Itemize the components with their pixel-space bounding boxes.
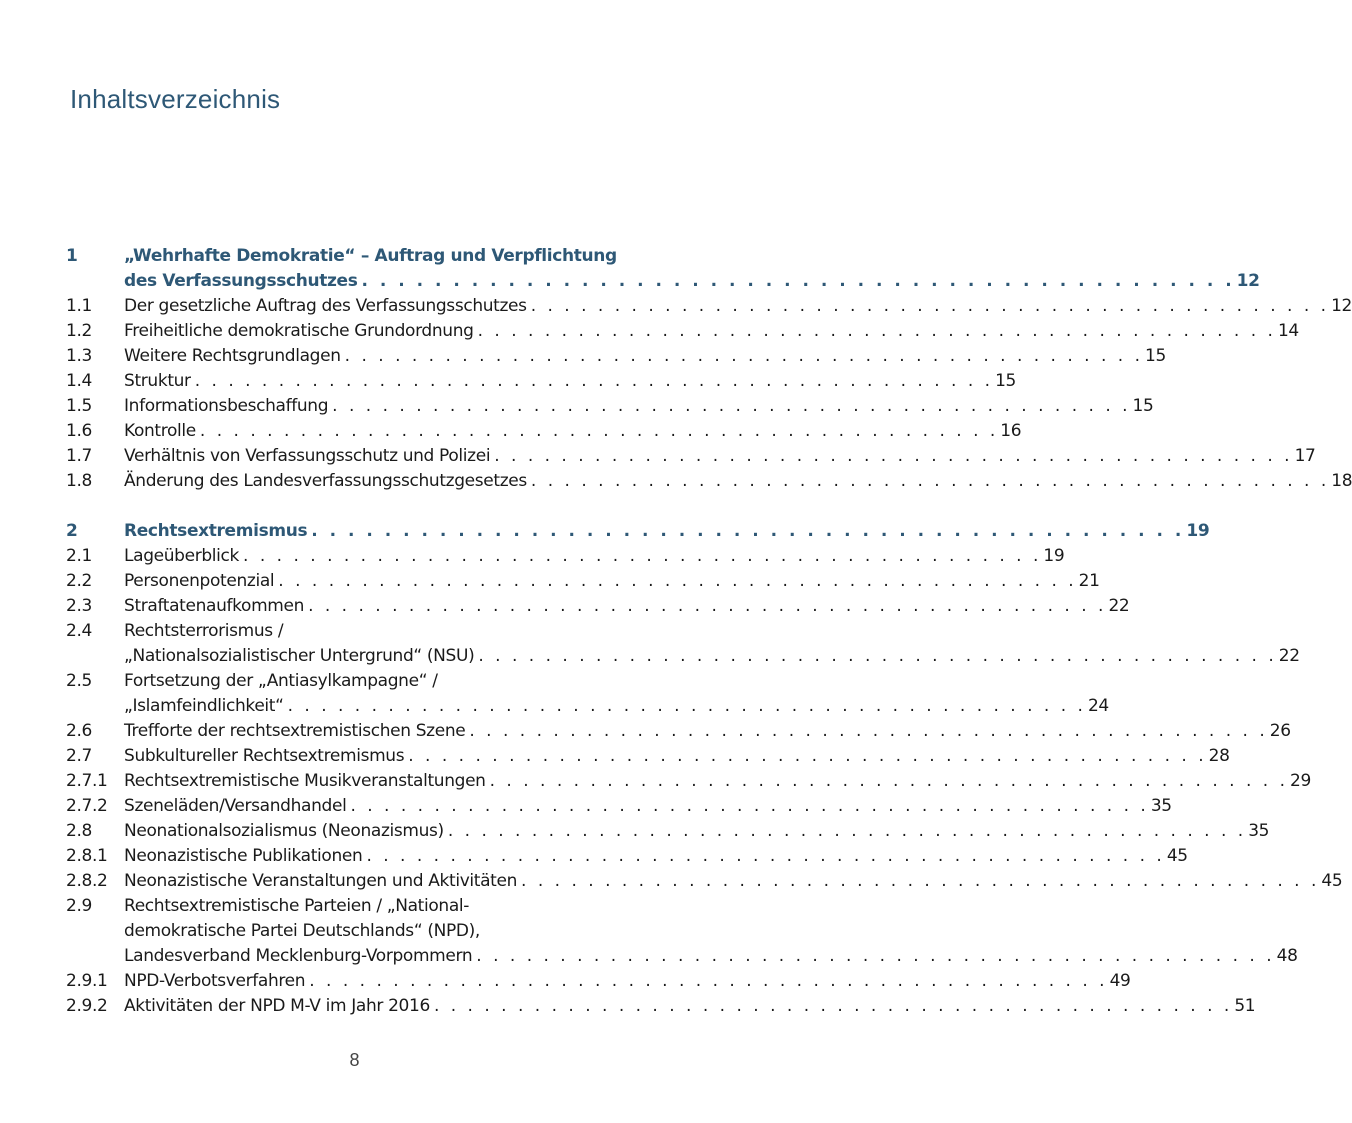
toc-entry-text — [124, 444, 1316, 469]
toc-entry-number: 2.8.2 — [66, 871, 108, 891]
toc-entry — [66, 569, 1100, 594]
toc-leader-dots: . . . . . . . . . . . . . . . . . . . . . . . . . . . . . . . . . . . . . . . . . . . . . . . . — [199, 421, 999, 441]
toc-entry-line — [124, 544, 1065, 569]
toc-entry-number: 2.9 — [66, 896, 92, 916]
toc-entry-title: NPD-Verbotsverfahren — [124, 971, 306, 991]
toc-entry-number: 2.8 — [66, 821, 92, 841]
toc-entry — [66, 819, 1270, 844]
toc-entry-line — [124, 269, 1260, 294]
toc-entry-line — [124, 419, 1022, 444]
toc-entry-title: Neonazistische Publikationen — [124, 846, 363, 866]
toc-entry-line — [124, 294, 1352, 319]
toc-leader-dots: . . . . . . . . . . . . . . . . . . . . . . . . . . . . . . . . . . . . . . . . . . . . . . . . — [489, 771, 1288, 791]
toc-entry-line — [124, 369, 1017, 394]
toc-entry — [66, 619, 1300, 669]
toc-entry-title: Lageüberblick — [124, 546, 240, 566]
toc-entry-number: 1.5 — [66, 396, 92, 416]
toc-page-number: 15 — [1145, 346, 1166, 366]
toc-entry-text — [124, 669, 1109, 719]
toc-page-number: 14 — [1277, 321, 1299, 341]
toc-entry-line — [124, 844, 1188, 869]
toc-entry-title: Änderung des Landesverfassungsschutzgesetzes — [124, 471, 527, 491]
toc-entry-line — [124, 919, 626, 944]
toc-leader-dots: . . . . . . . . . . . . . . . . . . . . . . . . . . . . . . . . . . . . . . . . . . . . . . . . — [243, 546, 1042, 566]
toc-entry-text — [124, 819, 1270, 844]
toc-entry — [66, 769, 1311, 794]
toc-leader-dots: . . . . . . . . . . . . . . . . . . . . . . . . . . . . . . . . . . . . . . . . . . . . . . . . — [477, 321, 1276, 341]
toc-entry-text — [124, 869, 1343, 894]
toc-entry — [66, 794, 1172, 819]
toc-leader-dots: . . . . . . . . . . . . . . . . . . . . . . . . . . . . . . . . . . . . . . . . . . . . . . . . — [530, 296, 1330, 316]
toc-entry-line — [124, 519, 1210, 544]
toc-leader-dots: . . . . . . . . . . . . . . . . . . . . . . . . . . . . . . . . . . . . . . . . . . . . . . . . — [521, 871, 1320, 891]
toc-entry — [66, 744, 1230, 769]
toc-leader-dots: . . . . . . . . . . . . . . . . . . . . . . . . . . . . . . . . . . . . . . . . . . . . . . . . — [332, 396, 1131, 416]
toc-entry-text — [124, 244, 1260, 294]
toc-entry — [66, 969, 1131, 994]
toc-entry-number: 2.7.2 — [66, 796, 108, 816]
toc-entry-line — [124, 244, 626, 269]
toc-leader-dots: . . . . . . . . . . . . . . . . . . . . . . . . . . . . . . . . . . . . . . . . . . . . . . . . — [476, 946, 1275, 966]
toc-entry-line — [124, 944, 1298, 969]
toc-entry-text — [124, 894, 1298, 969]
toc-entry-number: 1.7 — [66, 446, 92, 466]
toc-entry-line — [124, 444, 1316, 469]
toc-leader-dots: . . . . . . . . . . . . . . . . . . . . . . . . . . . . . . . . . . . . . . . . . . . . . . . . — [309, 971, 1108, 991]
toc-leader-dots: . . . . . . . . . . . . . . . . . . . . . . . . . . . . . . . . . . . . . . . . . . . . . . . . — [408, 746, 1207, 766]
toc-entry-title: demokratische Partei Deutschlands“ (NPD), — [124, 921, 480, 941]
page-title: Inhaltsverzeichnis — [70, 84, 281, 114]
toc-entry-number: 1.6 — [66, 421, 92, 441]
toc-entry-text — [124, 844, 1188, 869]
toc-leader-dots: . . . . . . . . . . . . . . . . . . . . . . . . . . . . . . . . . . . . . . . . . . . . . . . . — [311, 521, 1185, 541]
toc-entry-number: 2.7 — [66, 746, 92, 766]
toc-entry — [66, 719, 1291, 744]
toc-page-number: 18 — [1331, 471, 1352, 491]
toc-page-number: 15 — [995, 371, 1017, 391]
toc-leader-dots: . . . . . . . . . . . . . . . . . . . . . . . . . . . . . . . . . . . . . . . . . . . . . . . . — [194, 371, 994, 391]
toc-entry-title: Neonazistische Veranstaltungen und Aktivitäten — [124, 871, 518, 891]
toc-page-number: 16 — [1000, 421, 1022, 441]
toc-entry-title: Personenpotenzial — [124, 571, 275, 591]
toc-page-number: 26 — [1269, 721, 1291, 741]
toc-leader-dots: . . . . . . . . . . . . . . . . . . . . . . . . . . . . . . . . . . . . . . . . . . . . . . . . — [530, 471, 1330, 491]
toc-entry-line — [124, 694, 1109, 719]
toc-entry-title: Rechtsextremistische Parteien / „National- — [124, 896, 470, 916]
toc-page-number: 15 — [1132, 396, 1154, 416]
toc-entry-title: „Islamfeindlichkeit“ — [124, 696, 284, 716]
toc-entry-text — [124, 969, 1131, 994]
toc-entry-line — [124, 869, 1343, 894]
toc-entry-line — [124, 319, 1299, 344]
toc-entry — [66, 319, 1299, 344]
toc-entry-text — [124, 794, 1172, 819]
toc-entry-text — [124, 594, 1130, 619]
toc-entry-number: 2.6 — [66, 721, 92, 741]
toc-page-number: 21 — [1078, 571, 1100, 591]
toc-entry-line — [124, 819, 1270, 844]
toc-entry — [66, 544, 1065, 569]
toc-leader-dots: . . . . . . . . . . . . . . . . . . . . . . . . . . . . . . . . . . . . . . . . . . . . . . . . — [366, 846, 1165, 866]
toc-entry-title: des Verfassungsschutzes — [124, 271, 358, 291]
toc-page-number: 28 — [1208, 746, 1230, 766]
toc-leader-dots: . . . . . . . . . . . . . . . . . . . . . . . . . . . . . . . . . . . . . . . . . . . . . . . . — [447, 821, 1247, 841]
toc-entry-number: 1.1 — [66, 296, 92, 316]
toc-entry-title: Trefforte der rechtsextremistischen Szene — [124, 721, 466, 741]
toc-entry-text — [124, 294, 1352, 319]
toc-entry-text — [124, 519, 1210, 544]
toc-page-number: 35 — [1150, 796, 1172, 816]
toc-entry-text — [124, 619, 1300, 669]
toc-entry-title: Rechtsextremismus — [124, 521, 308, 541]
toc-chapter-entry — [66, 244, 1260, 294]
toc-page-number: 12 — [1331, 296, 1352, 316]
toc-leader-dots: . . . . . . . . . . . . . . . . . . . . . . . . . . . . . . . . . . . . . . . . . . . . . . . . — [350, 796, 1149, 816]
toc-entry-number: 2.1 — [66, 546, 92, 566]
toc-entry-title: Subkultureller Rechtsextremismus — [124, 746, 405, 766]
toc-leader-dots: . . . . . . . . . . . . . . . . . . . . . . . . . . . . . . . . . . . . . . . . . . . . . . . . — [494, 446, 1293, 466]
toc-entry-title: „Nationalsozialistischer Untergrund“ (NSU) — [124, 646, 475, 666]
toc-entry-line — [124, 894, 626, 919]
toc-entry — [66, 869, 1343, 894]
toc-entry-number: 2.5 — [66, 671, 92, 691]
toc-entry-text — [124, 369, 1017, 394]
toc-entry-text — [124, 544, 1065, 569]
toc-page-number: 22 — [1278, 646, 1300, 666]
toc-entry-title: Weitere Rechtsgrundlagen — [124, 346, 341, 366]
toc-entry — [66, 669, 1109, 719]
toc-page-number: 35 — [1248, 821, 1270, 841]
toc-entry-line — [124, 344, 1166, 369]
toc-entry — [66, 594, 1130, 619]
table-of-contents — [66, 244, 1352, 1019]
toc-entry-title: Straftatenaufkommen — [124, 596, 305, 616]
toc-entry-title: Szeneläden/Versandhandel — [124, 796, 347, 816]
toc-entry-number: 1.2 — [66, 321, 92, 341]
toc-entry-line — [124, 619, 626, 644]
toc-entry-title: Neonationalsozialismus (Neonazismus) — [124, 821, 444, 841]
toc-entry-title: Der gesetzliche Auftrag des Verfassungsschutzes — [124, 296, 527, 316]
toc-entry-title: Verhältnis von Verfassungsschutz und Polizei — [124, 446, 491, 466]
toc-entry-line — [124, 744, 1230, 769]
toc-leader-dots: . . . . . . . . . . . . . . . . . . . . . . . . . . . . . . . . . . . . . . . . . . . . . . . . — [344, 346, 1144, 366]
toc-leader-dots: . . . . . . . . . . . . . . . . . . . . . . . . . . . . . . . . . . . . . . . . . . . . . . . . — [287, 696, 1086, 716]
toc-page-number: 12 — [1236, 271, 1260, 291]
toc-leader-dots: . . . . . . . . . . . . . . . . . . . . . . . . . . . . . . . . . . . . . . . . . . . . . . . . — [361, 271, 1235, 291]
toc-page-number: 48 — [1276, 946, 1298, 966]
toc-page-number: 49 — [1109, 971, 1131, 991]
toc-entry-number: 1 — [66, 246, 78, 266]
toc-leader-dots: . . . . . . . . . . . . . . . . . . . . . . . . . . . . . . . . . . . . . . . . . . . . . . . . — [469, 721, 1268, 741]
toc-entry — [66, 894, 1298, 969]
toc-entry-text — [124, 744, 1230, 769]
toc-page-number: 24 — [1087, 696, 1109, 716]
toc-entry — [66, 369, 1017, 394]
toc-entry-number: 1.3 — [66, 346, 92, 366]
toc-entry-title: Struktur — [124, 371, 191, 391]
toc-leader-dots: . . . . . . . . . . . . . . . . . . . . . . . . . . . . . . . . . . . . . . . . . . . . . . . . — [433, 996, 1233, 1016]
toc-entry-text — [124, 344, 1166, 369]
toc-entry — [66, 444, 1316, 469]
toc-page-number: 51 — [1234, 996, 1256, 1016]
toc-entry-text — [124, 419, 1022, 444]
toc-entry-number: 2.8.1 — [66, 846, 108, 866]
toc-entry-number: 2.4 — [66, 621, 92, 641]
toc-entry-line — [124, 594, 1130, 619]
toc-entry-number: 2.9.1 — [66, 971, 108, 991]
toc-entry-line — [124, 769, 1311, 794]
toc-entry-title: Kontrolle — [124, 421, 196, 441]
toc-page-number: 19 — [1186, 521, 1210, 541]
toc-entry-title: Aktivitäten der NPD M-V im Jahr 2016 — [124, 996, 430, 1016]
toc-entry-line — [124, 644, 1300, 669]
toc-entry-text — [124, 569, 1100, 594]
toc-entry-line — [124, 469, 1352, 494]
toc-page-number: 45 — [1166, 846, 1188, 866]
toc-entry-text — [124, 719, 1291, 744]
toc-entry — [66, 844, 1188, 869]
toc-entry-title: Informationsbeschaffung — [124, 396, 329, 416]
toc-leader-dots: . . . . . . . . . . . . . . . . . . . . . . . . . . . . . . . . . . . . . . . . . . . . . . . . — [478, 646, 1277, 666]
toc-page-number: 29 — [1289, 771, 1311, 791]
toc-entry-line — [124, 669, 626, 694]
toc-entry-text — [124, 319, 1299, 344]
toc-entry-title: Fortsetzung der „Antiasylkampagne“ / — [124, 671, 438, 691]
toc-entry-line — [124, 969, 1131, 994]
toc-entry-line — [124, 569, 1100, 594]
toc-page-number: 17 — [1294, 446, 1316, 466]
toc-entry — [66, 469, 1352, 494]
toc-entry — [66, 344, 1166, 369]
toc-entry-text — [124, 994, 1256, 1019]
toc-entry-number: 2.7.1 — [66, 771, 108, 791]
toc-entry-title: Rechtsterrorismus / — [124, 621, 284, 641]
toc-entry-text — [124, 394, 1154, 419]
toc-entry-number: 1.4 — [66, 371, 92, 391]
toc-entry-number: 2.3 — [66, 596, 92, 616]
toc-entry-number: 1.8 — [66, 471, 92, 491]
toc-page-number: 22 — [1108, 596, 1130, 616]
toc-entry — [66, 394, 1154, 419]
toc-leader-dots: . . . . . . . . . . . . . . . . . . . . . . . . . . . . . . . . . . . . . . . . . . . . . . . . — [308, 596, 1107, 616]
toc-entry-title: Freiheitliche demokratische Grundordnung — [124, 321, 474, 341]
toc-entry-line — [124, 994, 1256, 1019]
toc-entry-title: Rechtsextremistische Musikveranstaltungen — [124, 771, 486, 791]
toc-entry-number: 2.2 — [66, 571, 92, 591]
toc-page-number: 45 — [1321, 871, 1343, 891]
toc-entry — [66, 294, 1352, 319]
toc-entry-line — [124, 719, 1291, 744]
toc-entry-number: 2.9.2 — [66, 996, 108, 1016]
page-number: 8 — [349, 1050, 360, 1070]
toc-page-number: 19 — [1043, 546, 1065, 566]
toc-entry — [66, 994, 1256, 1019]
toc-chapter-entry — [66, 519, 1210, 544]
toc-entry-title: Landesverband Mecklenburg-Vorpommern — [124, 946, 473, 966]
toc-entry-text — [124, 769, 1311, 794]
toc-entry-line — [124, 394, 1154, 419]
toc-entry-number: 2 — [66, 521, 78, 541]
toc-entry-line — [124, 794, 1172, 819]
toc-leader-dots: . . . . . . . . . . . . . . . . . . . . . . . . . . . . . . . . . . . . . . . . . . . . . . . . — [278, 571, 1077, 591]
toc-entry-title: „Wehrhafte Demokratie“ – Auftrag und Verpflichtung — [124, 246, 617, 266]
toc-entry-text — [124, 469, 1352, 494]
toc-entry — [66, 419, 1022, 444]
